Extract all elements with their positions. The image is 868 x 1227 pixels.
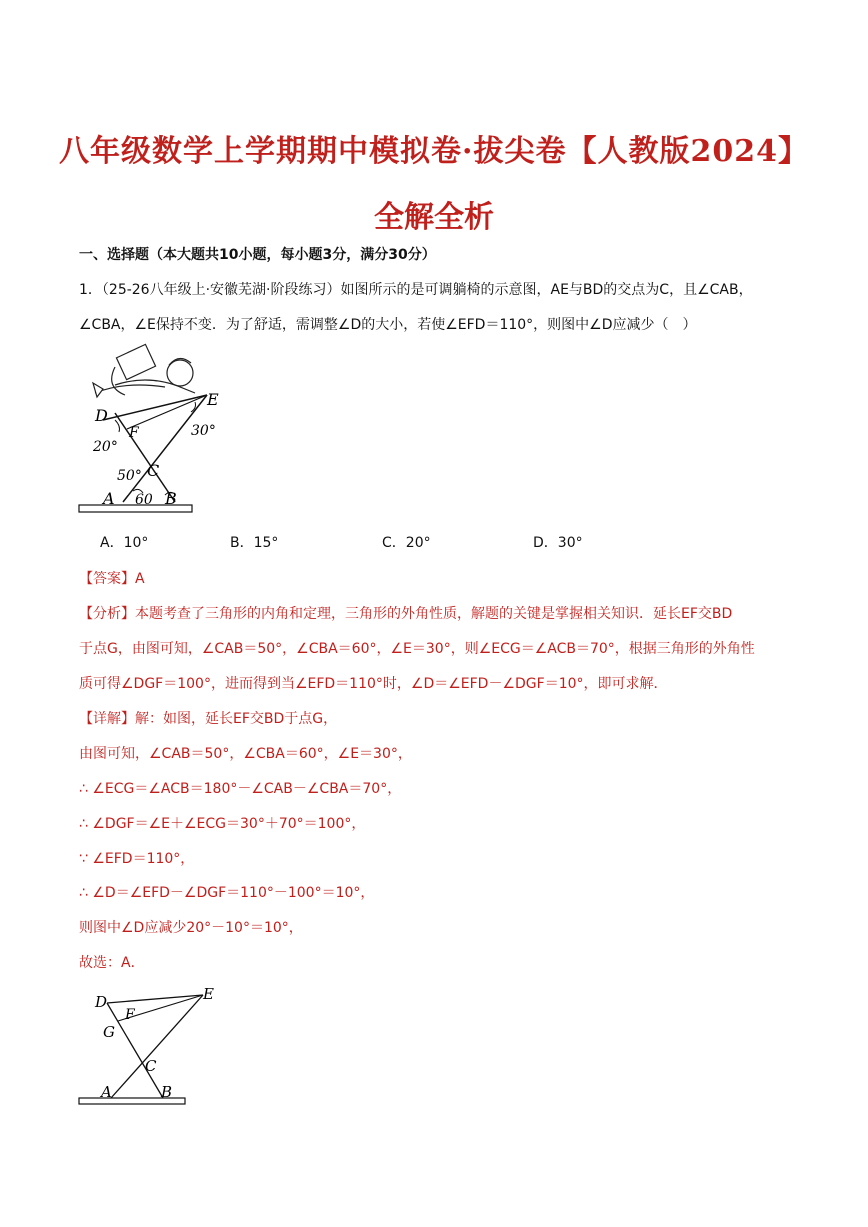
label-b: B — [161, 1083, 173, 1101]
option-b-letter: B． — [230, 535, 254, 551]
label-f: F — [125, 1007, 135, 1023]
segment-de — [103, 395, 207, 420]
label-angle-30: 30° — [191, 423, 216, 439]
label-angle-50: 50° — [117, 468, 142, 484]
answer-line — [79, 568, 145, 588]
reclining-chair-figure — [75, 345, 219, 520]
option-a[interactable] — [100, 532, 148, 552]
detail-line-1 — [79, 708, 337, 728]
detail-text-1: 解：如图，延长EF交BD于点G， — [135, 711, 338, 727]
answer-value: A — [135, 571, 145, 587]
label-c: C — [145, 1057, 157, 1075]
label-g: G — [103, 1023, 115, 1041]
option-b[interactable] — [230, 532, 278, 552]
detail-line-7: 则图中∠D应减少20°－10°＝10°， — [79, 920, 303, 936]
detail-line-4: ∴ ∠DGF＝∠E＋∠ECG＝30°＋70°＝100°， — [79, 816, 366, 832]
option-d-letter: D． — [533, 535, 558, 551]
analysis-line-2: 于点G，由图可知，∠CAB＝50°，∠CBA＝60°，∠E＝30°，则∠ECG＝∠ACB＝70°，根据三角形的外角性 — [79, 641, 755, 657]
detail-line-8: 故选：A． — [79, 955, 145, 971]
label-b: B — [165, 489, 177, 508]
answer-tag: 【答案】 — [79, 571, 135, 587]
option-d-value: 30° — [557, 535, 583, 551]
label-d: D — [95, 993, 108, 1011]
document-subtitle: 全解全析 — [374, 200, 494, 235]
analysis-tag: 【分析】 — [79, 606, 135, 622]
detail-line-5: ∵ ∠EFD＝110°， — [79, 851, 195, 867]
label-f: F — [129, 425, 139, 441]
question-text-line-1: 1．（25-26八年级上·安徽芜湖·阶段练习）如图所示的是可调躺椅的示意图，AE与BD的交点为C，且∠CAB， — [79, 282, 753, 298]
detail-tag: 【详解】 — [79, 711, 135, 727]
option-d[interactable] — [533, 532, 583, 552]
solution-figure — [75, 985, 235, 1115]
label-d: D — [95, 406, 108, 425]
detail-line-3: ∴ ∠ECG＝∠ACB＝180°－∠CAB－∠CBA＝70°， — [79, 781, 402, 797]
question-text-line-2: ∠CBA，∠E保持不变．为了舒适，需调整∠D的大小，若使∠EFD＝110°，则图中∠D应减少（ ） — [79, 317, 697, 333]
option-c[interactable] — [382, 532, 431, 552]
segment-db — [107, 1003, 163, 1098]
label-e: E — [203, 985, 214, 1003]
section-heading: 一、选择题（本大题共10小题，每小题3分，满分30分） — [79, 247, 436, 263]
option-a-letter: A． — [100, 535, 124, 551]
option-c-letter: C． — [382, 535, 406, 551]
option-a-value: 10° — [123, 535, 149, 551]
analysis-line-1 — [79, 603, 732, 623]
label-a: A — [103, 489, 115, 508]
label-angle-60: 60 — [135, 492, 153, 508]
label-c: C — [147, 461, 160, 480]
option-c-value: 20° — [405, 535, 431, 551]
document-title: 八年级数学上学期期中模拟卷·拔尖卷【人教版2024】 — [59, 134, 809, 169]
label-angle-20: 20° — [93, 439, 118, 455]
analysis-text-1: 本题考查了三角形的内角和定理，三角形的外角性质，解题的关键是掌握相关知识．延长EF交BD — [135, 606, 733, 622]
person-illustration — [93, 344, 195, 397]
label-e: E — [207, 390, 219, 409]
detail-line-6: ∴ ∠D＝∠EFD－∠DGF＝110°－100°＝10°， — [79, 885, 375, 901]
option-b-value: 15° — [253, 535, 279, 551]
analysis-line-3: 质可得∠DGF＝100°，进而得到当∠EFD＝110°时，∠D＝∠EFD－∠DGF＝10°，即可求解． — [79, 676, 668, 692]
detail-line-2: 由图可知，∠CAB＝50°，∠CBA＝60°，∠E＝30°， — [79, 746, 412, 762]
label-a: A — [101, 1083, 112, 1101]
